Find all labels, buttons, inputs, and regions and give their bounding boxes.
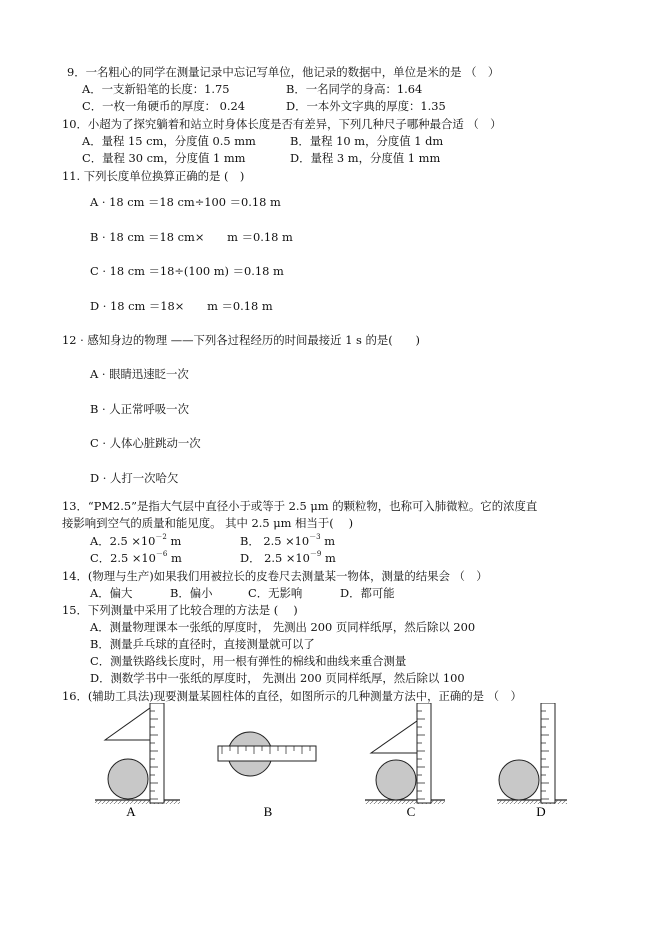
- q13-option-a: A．$2.5 \times 10^{-2}$ m: [90, 533, 182, 548]
- q9-option-c: C．一枚一角硬币的厚度： 0.24: [82, 99, 245, 113]
- q14-option-d: D．都可能: [340, 586, 395, 600]
- q11-stem: 11. 下列长度单位换算正确的是 ( ): [62, 169, 245, 183]
- q16-figure: [95, 703, 575, 828]
- q15-stem: 15．下列测量中采用了比较合理的方法是 ( ): [62, 603, 298, 617]
- q13-option-d: D． $2.5 \times 10^{-9}$ m: [240, 550, 336, 565]
- q14-option-c: C．无影响: [248, 586, 303, 600]
- q12-stem: 12 · 感知身边的物理 ——下列各过程经历的时间最接近 1 s 的是( ): [62, 333, 420, 347]
- q14-option-b: B．偏小: [170, 586, 213, 600]
- q13-stem-line2: 接影响到空气的质量和能见度。 其中 2.5 μm 相当于( ): [62, 516, 354, 530]
- q15-option-b: B．测量乒乓球的直径时，直接测量就可以了: [90, 637, 315, 651]
- q16-stem: 16．(辅助工具法)现要测量某圆柱体的直径，如图所示的几种测量方法中，正确的是 （ ）: [62, 689, 522, 703]
- q9-option-a: A．一支新铅笔的长度：1.75: [82, 82, 230, 96]
- q9-option-b: B．一名同学的身高：1.64: [286, 82, 423, 96]
- q11-option-b: B · 18 cm ＝18 cm× m ＝0.18 m: [90, 230, 293, 244]
- q11-option-c: C · 18 cm ＝18÷(100 m) ＝0.18 m: [90, 264, 284, 278]
- q13-option-c: C．$2.5 \times 10^{-6}$ m: [90, 550, 182, 565]
- q15-option-c: C．测量铁路线长度时，用一根有弹性的棉线和曲线来重合测量: [90, 654, 407, 668]
- q10-option-c: C．量程 30 cm，分度值 1 mm: [82, 151, 246, 165]
- fig-c-method: [365, 703, 445, 804]
- q13-stem-line1: 13．“PM2.5”是指大气层中直径小于或等于 2.5 μm 的颗粒物，也称可入肺微粒。它的浓度直: [62, 499, 538, 513]
- q10-option-b: B．量程 10 m，分度值 1 dm: [290, 134, 444, 148]
- fig-d-method: [497, 703, 567, 804]
- q12-option-c: C · 人体心脏跳动一次: [90, 436, 201, 450]
- q13-option-b: B． $2.5 \times 10^{-3}$ m: [240, 533, 336, 548]
- fig-label-d: D: [536, 804, 546, 819]
- q14-option-a: A．偏大: [90, 586, 133, 600]
- q10-stem: 10．小超为了探究躺着和站立时身体长度是否有差异，下列几种尺子哪种最合适 （ ）: [62, 117, 502, 131]
- fig-label-c: C: [406, 804, 416, 819]
- q9-option-d: D．一本外文字典的厚度：1.35: [286, 99, 446, 113]
- q12-option-a: A · 眼睛迅速眨一次: [90, 367, 189, 381]
- q11-option-a: A · 18 cm ＝18 cm÷100 ＝0.18 m: [90, 195, 281, 209]
- q15-option-d: D．测数学书中一张纸的厚度时， 先测出 200 页同样纸厚，然后除以 100: [90, 671, 465, 685]
- q12-option-b: B · 人正常呼吸一次: [90, 402, 189, 416]
- fig-b-method: [218, 732, 316, 776]
- q10-option-a: A．量程 15 cm，分度值 0.5 mm: [82, 134, 256, 148]
- q12-option-d: D · 人打一次哈欠: [90, 471, 179, 485]
- fig-label-a: A: [126, 804, 136, 819]
- fig-label-b: B: [263, 804, 273, 819]
- fig-a-method: [95, 703, 180, 804]
- q11-option-d: D · 18 cm ＝18× m ＝0.18 m: [90, 299, 273, 313]
- q15-option-a: A．测量物理课本一张纸的厚度时， 先测出 200 页同样纸厚，然后除以 200: [90, 620, 476, 634]
- q10-option-d: D．量程 3 m，分度值 1 mm: [290, 151, 441, 165]
- q14-stem: 14．(物理与生产)如果我们用被拉长的皮卷尺去测量某一物体，测量的结果会 （ ）: [62, 569, 488, 583]
- q9-stem: 9．一名粗心的同学在测量记录中忘记写单位，他记录的数据中，单位是米的是 （ ）: [67, 65, 500, 79]
